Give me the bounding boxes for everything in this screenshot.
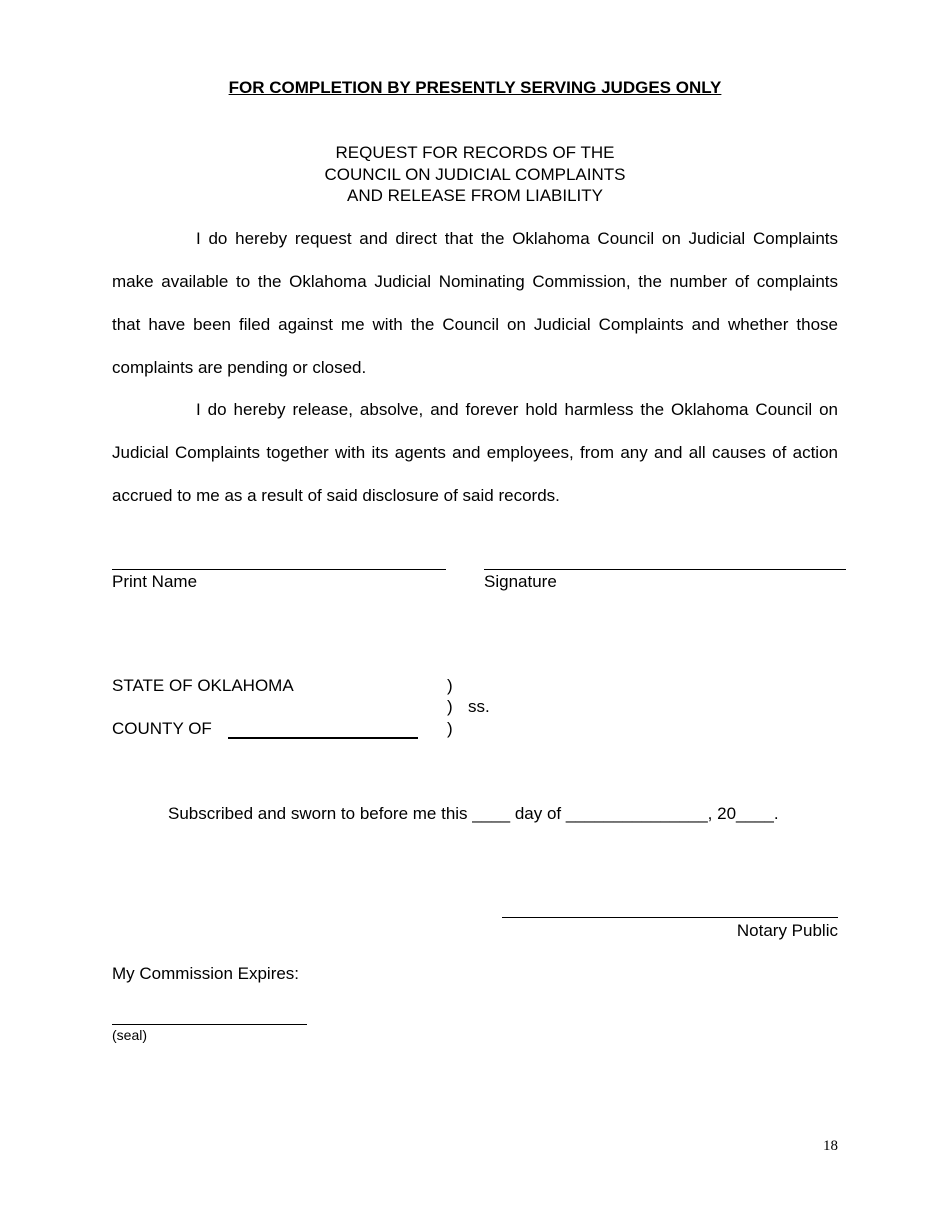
title-line-3: AND RELEASE FROM LIABILITY (346, 186, 603, 205)
venue-paren-1: ) (447, 676, 453, 695)
signature-label: Signature (484, 572, 557, 591)
state-label: STATE OF OKLAHOMA (112, 676, 294, 695)
print-name-line[interactable] (112, 569, 446, 570)
ss-label: ss. (468, 697, 490, 716)
notary-public-label: Notary Public (736, 921, 838, 940)
commission-expires-line[interactable] (112, 1024, 307, 1025)
venue-paren-2: ) (447, 697, 453, 716)
venue-paren-3: ) (447, 719, 453, 738)
release-paragraph-text: I do hereby release, absolve, and forever hold harmless the Oklahoma Council on Judicial Complaints together with its agents and employees, from any and all causes of action accrued to me as a result of said disclosure of said records. (112, 400, 838, 505)
form-title (0, 142, 950, 207)
jurat-line (168, 804, 779, 824)
jurat-year-blank[interactable]: ____ (736, 804, 774, 823)
request-paragraph (112, 217, 838, 389)
print-name-label: Print Name (112, 572, 198, 591)
form-heading: FOR COMPLETION BY PRESENTLY SERVING JUDGES ONLY (228, 78, 722, 97)
seal-label: (seal) (112, 1027, 148, 1043)
title-line-1: REQUEST FOR RECORDS OF THE (335, 143, 615, 162)
jurat-end: . (773, 804, 779, 823)
release-paragraph (112, 388, 838, 517)
signature-line[interactable] (484, 569, 846, 570)
request-paragraph-text: I do hereby request and direct that the Oklahoma Council on Judicial Complaints make available to the Oklahoma Judicial Nominating Commission, the number of complaints that have been filed against me with the Council on Judicial Complaints and whether those complaints are pending or closed. (112, 229, 838, 377)
county-line[interactable] (228, 737, 418, 739)
commission-expires-label: My Commission Expires: (112, 964, 300, 983)
notary-signature-line[interactable] (502, 917, 838, 918)
title-line-2: COUNCIL ON JUDICIAL COMPLAINTS (324, 164, 626, 184)
county-label: COUNTY OF (112, 719, 212, 738)
jurat-text: Subscribed and sworn to before me this ____ day of _______________, 20 (168, 804, 737, 823)
page-number: 18 (823, 1138, 838, 1154)
